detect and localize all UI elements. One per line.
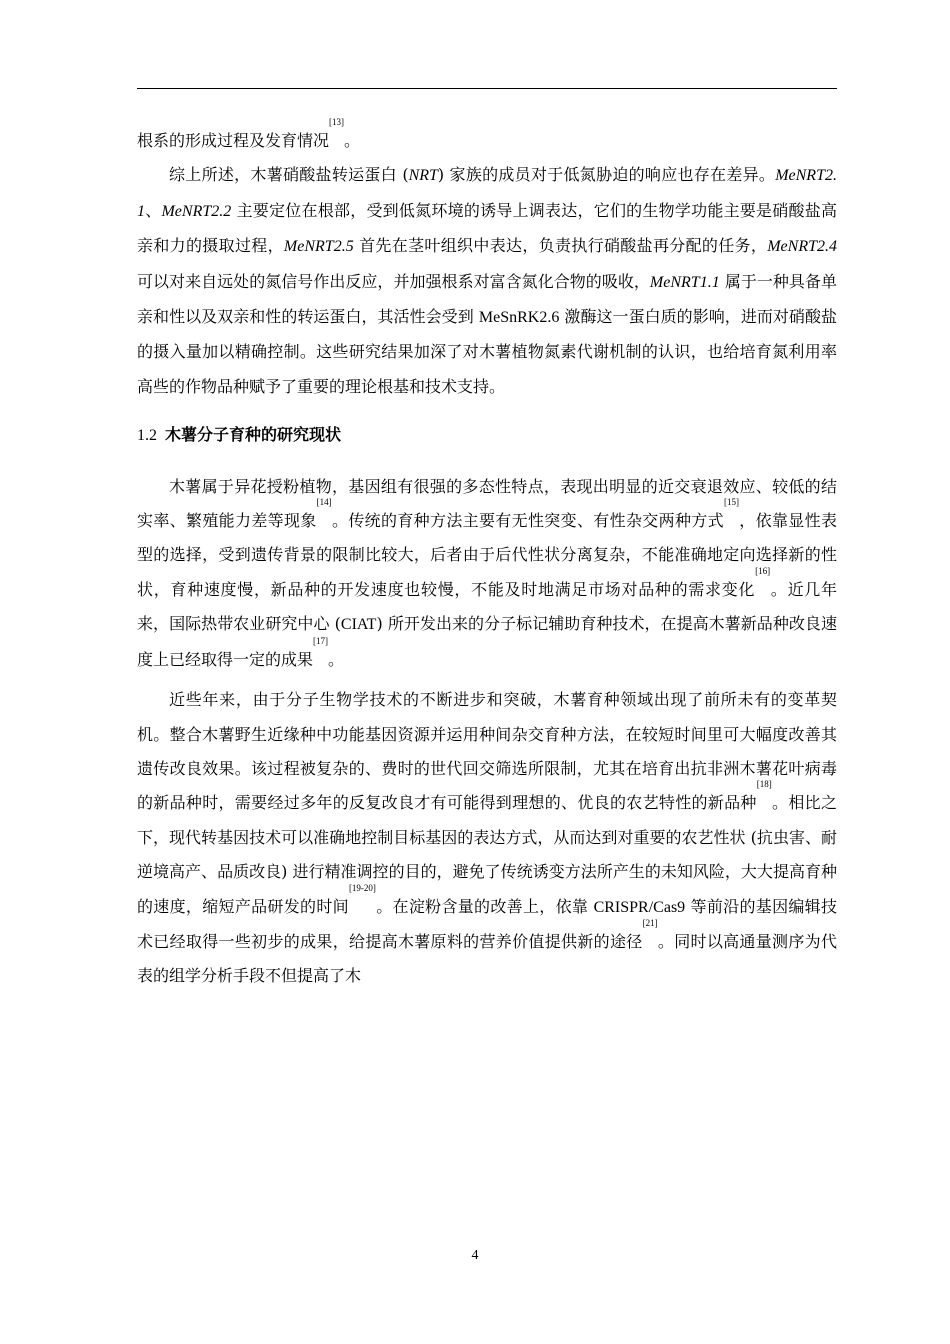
citation: [15]: [723, 497, 739, 508]
paragraph-text: 可以对来自远处的氮信号作出反应，并加强根系对富含氮化合物的吸收，: [137, 271, 650, 291]
paragraph-text: ) 家族的成员对于低氮胁迫的响应也存在差异。: [437, 165, 776, 185]
organization-abbr: CIAT: [340, 616, 377, 634]
section-number: 1.2: [137, 427, 157, 445]
citation: [19-20]: [348, 882, 376, 893]
citation: [18]: [756, 779, 772, 790]
paragraph-text: 。传统的育种方法主要有无性突变、有性杂交两种方式: [331, 511, 724, 531]
gene-name: MeNRT2.1: [137, 167, 837, 220]
paragraph-text: 近些年来，由于分子生物学技术的不断进步和突破，木薯育种领域出现了前所未有的变革契机。整合木薯野生近缘种中功能基因资源并运用种间杂交育种方法，在较短时间里可大幅度改善其遗传改良效果。该过程被复杂的、费时的世代回交筛选所限制，尤其在培育出抗非洲木薯花叶病毒的新品种时，需要经过多年的反复改良才有可能得到理想的、优良的农艺特性的新品种: [137, 690, 837, 813]
paragraph-molecular-breeding: [137, 683, 837, 994]
gene-name: MeNRT1.1: [649, 273, 720, 291]
paragraph-breeding-status: [137, 470, 837, 677]
citation: [16]: [755, 565, 771, 576]
citation: [17]: [313, 635, 329, 646]
paragraph-text: ，依靠显性表型的选择，受到遗传背景的限制比较大，后者由于后代性状分离复杂，不能准确地定向选择新的性状，育种速度慢，新品种的开发速度也较慢，不能及时地满足市场对品种的需求变化: [137, 511, 837, 599]
paragraph-text: 等前沿的基因编辑技术已经取得一些初步的成果，给提高木薯原料的营养价值提供新的途径: [137, 896, 837, 951]
paragraph-text: 综上所述，木薯硝酸盐转运蛋白 (: [169, 165, 409, 185]
gene-name: MeNRT2.5: [283, 238, 354, 256]
paragraph-text: 。: [344, 131, 361, 150]
paragraph-text: 。: [328, 649, 345, 669]
paragraph-text: 。同时以高通量测序为代表的组学分析手段不但提高了木: [137, 931, 837, 986]
paragraph-continuation: [137, 117, 837, 158]
citation: [14]: [316, 497, 332, 508]
gene-name: MeNRT2.2: [161, 202, 232, 220]
paragraph-text: 激酶这一蛋白质的影响，进而对硝酸盐的摄入量加以精确控制。这些研究结果加深了对木薯植物氮素代谢机制的认识，也给培育氮利用率高些的作物品种赋予了重要的理论根基和技术支持。: [137, 307, 837, 396]
section-heading: [137, 418, 837, 453]
page-body: [137, 117, 837, 994]
paragraph-text: 木薯属于异花授粉植物，基因组有很强的多态性特点，表现出明显的近交衰退效应、较低的结实率、繁殖能力差等现象: [137, 476, 837, 531]
gene-name: MeNRT2.4: [767, 238, 837, 256]
gene-name: NRT: [408, 167, 438, 185]
paragraph-text: 主要定位在根部，受到低氮环境的诱导上调表达，它们的生物学功能主要是硝酸盐高亲和力的摄取过程，: [137, 200, 837, 256]
citation: [21]: [642, 917, 658, 928]
citation: [13]: [329, 117, 345, 127]
page-number: 4: [471, 1248, 479, 1263]
paragraph-text: 根系的形成过程及发育情况: [137, 131, 330, 150]
section-title: 木薯分子育种的研究现状: [165, 425, 342, 445]
paragraph-text: 。近几年来，国际热带农业研究中心 (: [137, 579, 837, 634]
paragraph-nrt-summary: [137, 158, 837, 404]
paragraph-text: 。在淀粉含量的改善上，依靠: [375, 896, 594, 916]
technology-name: CRISPR/Cas9: [593, 898, 686, 916]
header-rule: [137, 88, 837, 89]
protein-name: MeSnRK2.6: [478, 309, 560, 327]
paragraph-text: 。相比之下，现代转基因技术可以准确地控制目标基因的表达方式，从而达到对重要的农艺性状 (抗虫害、耐逆境高产、品质改良) 进行精准调控的目的，避免了传统诱变方法所产生的未知风险，大大提高育种的速度，缩短产品研发的时间: [137, 793, 837, 916]
paragraph-text: 属于一种具备单亲和性以及双亲和性的转运蛋白，其活性会受到: [137, 271, 837, 327]
paragraph-text: ) 所开发出来的分子标记辅助育种技术，在提高木薯新品种改良速度上已经取得一定的成果: [137, 614, 837, 669]
paragraph-text: 首先在茎叶组织中表达，负责执行硝酸盐再分配的任务，: [353, 236, 768, 256]
paragraph-text: 、: [145, 200, 162, 220]
